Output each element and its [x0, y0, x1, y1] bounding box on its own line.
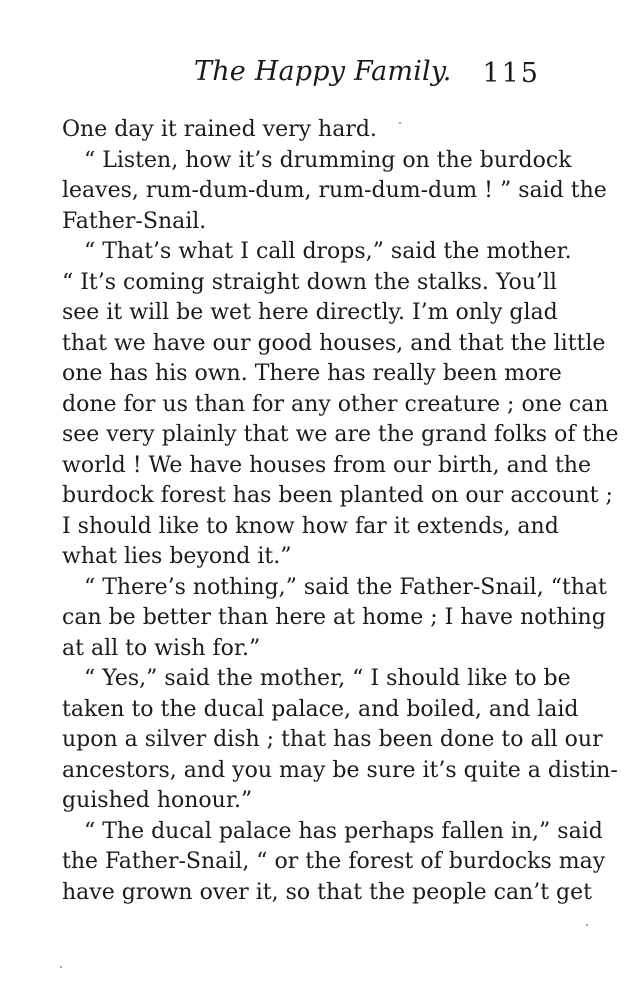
text-line: “ The ducal palace has perhaps fallen in,” said	[84, 818, 603, 844]
text-line: see very plainly that we are the grand folks of the	[62, 422, 619, 447]
text-line: “ That’s what I call drops,” said the mother.	[84, 239, 572, 264]
text-line: I should like to know how far it extends, and	[62, 513, 559, 539]
paper-speck	[586, 924, 588, 926]
text-line: the Father-Snail, “ or the forest of burdocks may	[62, 849, 606, 874]
text-line: burdock forest has been planted on our account ;	[62, 483, 613, 508]
running-head	[62, 56, 542, 96]
text-line: that we have our good houses, and that the little	[62, 330, 606, 356]
text-line: see it will be wet here directly. I’m only glad	[62, 300, 558, 325]
text-line: One day it rained very hard.	[62, 117, 377, 142]
text-line: upon a silver dish ; that has been done to all our	[62, 727, 603, 752]
paper-speck	[399, 122, 401, 124]
text-line: what lies beyond it.”	[62, 544, 292, 569]
running-title: The Happy Family.	[194, 56, 452, 87]
text-line: “ There’s nothing,” said the Father-Snail, “that	[84, 574, 607, 600]
text-line: one has his own. There has really been more	[62, 361, 562, 386]
text-line: ancestors, and you may be sure it’s quite a distin-	[62, 757, 618, 783]
text-line: at all to wish for.”	[62, 635, 261, 661]
text-line: done for us than for any other creature ; one can	[62, 391, 609, 417]
text-line: guished honour.”	[62, 788, 253, 813]
text-line: taken to the ducal palace, and boiled, and laid	[62, 696, 579, 722]
text-line: can be better than here at home ; I have nothing	[62, 605, 606, 630]
text-line: “ Yes,” said the mother, “ I should like to be	[84, 666, 571, 691]
text-line: “ Listen, how it’s drumming on the burdock	[84, 147, 572, 173]
text-line: world ! We have houses from our birth, and the	[62, 452, 591, 478]
text-line: leaves, rum-dum-dum, rum-dum-dum ! ” said the	[62, 178, 607, 203]
text-line: Father-Snail.	[62, 208, 207, 234]
body-text	[62, 115, 619, 908]
text-line: “ It’s coming straight down the stalks. You’ll	[62, 269, 557, 295]
page-number: 115	[482, 58, 540, 89]
text-line: have grown over it, so that the people can’t get	[62, 879, 592, 905]
paper-speck	[60, 966, 62, 968]
